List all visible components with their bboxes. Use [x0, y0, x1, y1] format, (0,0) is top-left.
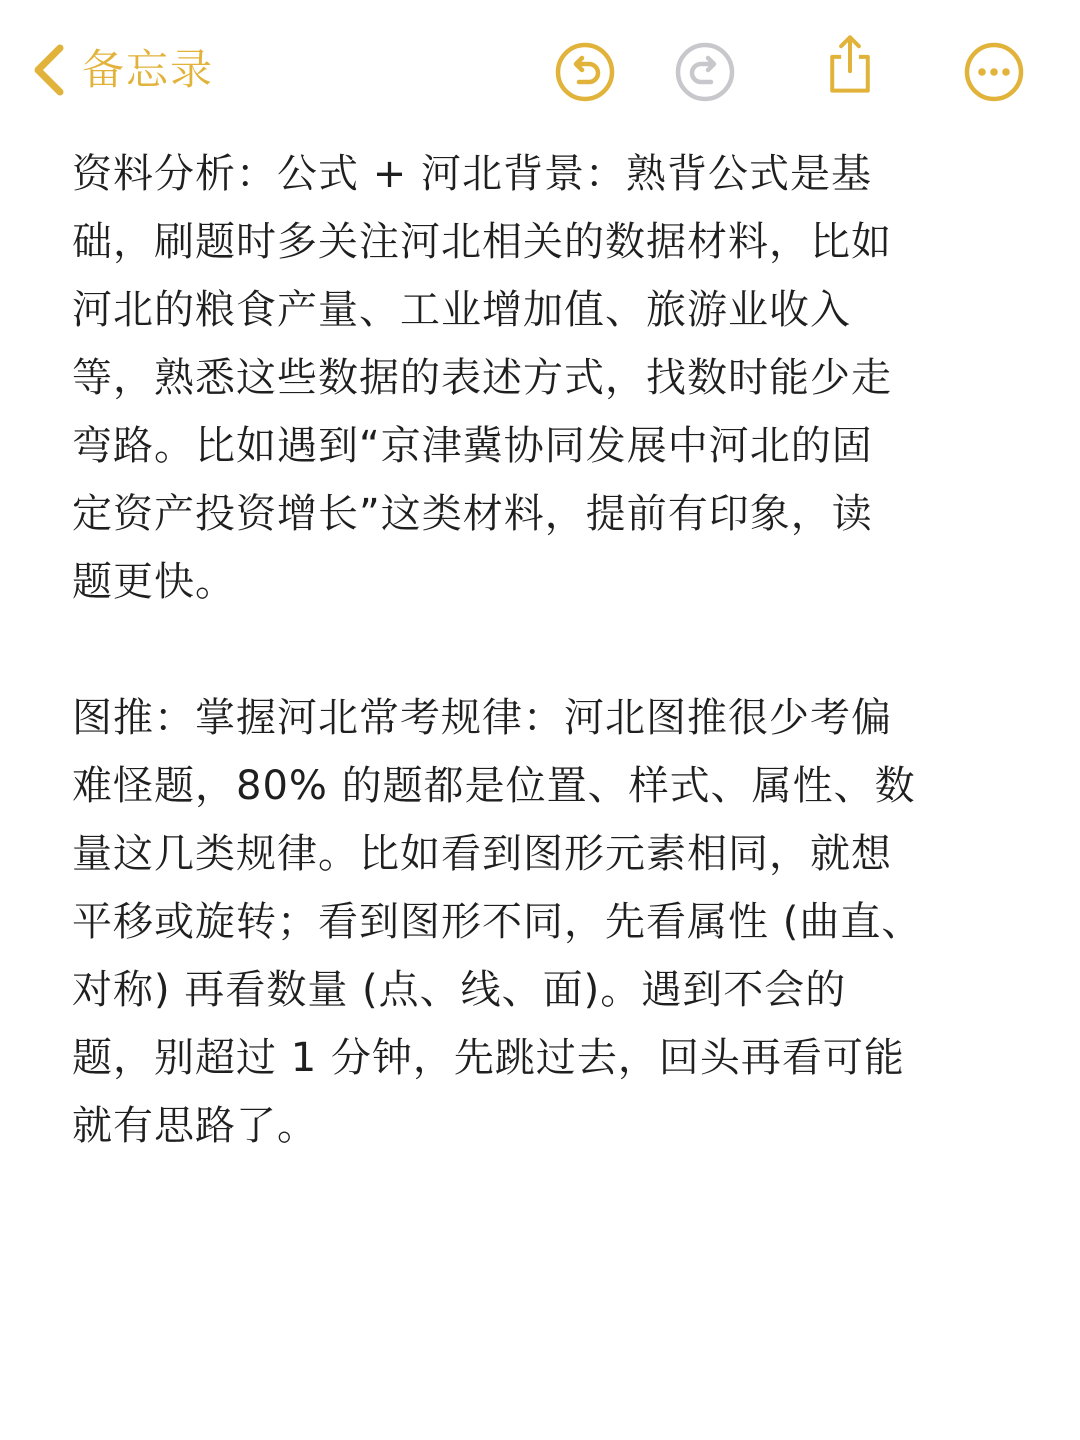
back-label: 备忘录 — [82, 45, 215, 94]
undo-icon — [553, 40, 617, 104]
note-body[interactable] — [72, 140, 1012, 1160]
back-button[interactable] — [30, 38, 214, 102]
share-button[interactable] — [818, 32, 882, 96]
redo-button[interactable] — [673, 40, 737, 104]
redo-icon — [673, 40, 737, 104]
note-paragraph-data-analysis: 资料分析：公式 + 河北背景：熟背公式是基 础，刷题时多关注河北相关的数据材料，比如 河北的粮食产量、工业增加值、旅游业收入 等，熟悉这些数据的表述方式，找数时能少走 弯路。比如遇到“京津冀协同发展中河北的固 定资产投资增长”这类材料，提前有印象，读 题更快。 — [72, 151, 892, 605]
share-icon — [818, 32, 882, 96]
paragraph-spacer — [72, 616, 1012, 684]
more-icon — [962, 40, 1026, 104]
chevron-left-icon — [30, 42, 66, 98]
undo-button[interactable] — [553, 40, 617, 104]
more-button[interactable] — [962, 40, 1026, 104]
note-paragraph-figure-reasoning: 图推：掌握河北常考规律：河北图推很少考偏 难怪题，80% 的题都是位置、样式、属性、数 量这几类规律。比如看到图形元素相同，就想 平移或旋转；看到图形不同，先看属性 (曲直、 对称) 再看数量 (点、线、面)。遇到不会的 题，别超过 1 分钟，先跳过去，回头再看可能 就有思路了。 — [72, 695, 923, 1149]
navigation-bar — [0, 0, 1080, 140]
